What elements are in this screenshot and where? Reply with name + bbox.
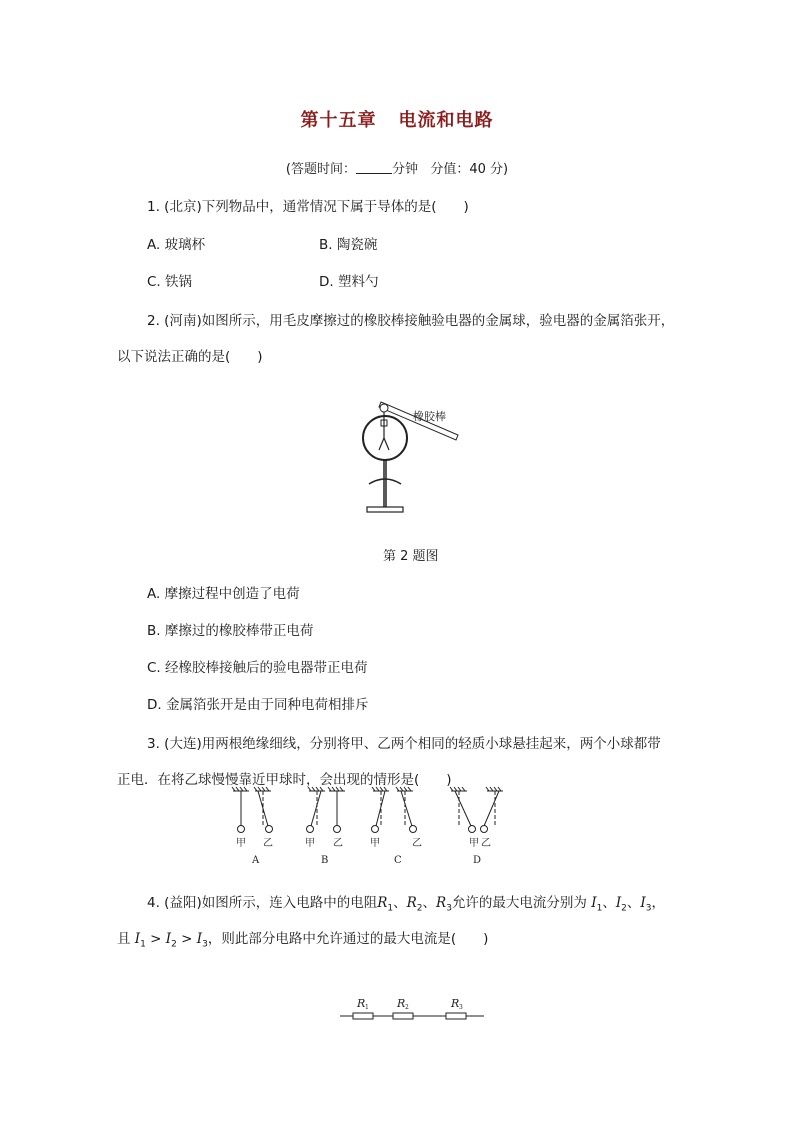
option-a-string-yi: [258, 791, 268, 826]
time-prefix: (答题时间：: [285, 162, 356, 177]
option-d-string-yi: [484, 791, 499, 826]
sep: 、: [602, 895, 616, 911]
r3-sub: 3: [446, 903, 452, 914]
time-blank: [356, 161, 392, 174]
i1-sub-2: 1: [140, 939, 146, 950]
rod-label: 橡胶棒: [413, 410, 446, 423]
r3-label: R: [451, 997, 460, 1010]
r3-symbol: R: [436, 895, 447, 911]
i2-sub-2: 2: [171, 939, 177, 950]
q4-line2-text-b: ，则此部分电路中允许通过的最大电流是( ): [207, 931, 489, 947]
option-c-letter: C: [394, 855, 402, 866]
q4-line1-text-b: 允许的最大电流分别为: [451, 895, 587, 911]
r1-symbol: R: [377, 895, 388, 911]
q2-stem-line2: 以下说法正确的是( ): [117, 349, 263, 365]
answer-meta: [0, 158, 794, 177]
q2-option-c: C. 经橡胶棒接触后的验电器带正电荷: [147, 660, 368, 676]
chapter-name: 电流和电路: [398, 110, 494, 131]
metal-ball: [380, 404, 388, 412]
q2-stem-line1: 2. (河南)如图所示，用毛皮摩擦过的橡胶棒接触验电器的金属球，验电器的金属箔张开，: [147, 313, 675, 329]
jar-outline: [363, 416, 407, 460]
option-c-ball-jia: [372, 826, 379, 833]
option-b-string-jia: [311, 791, 321, 826]
gt-1: >: [150, 931, 162, 947]
electroscope-figure: [355, 400, 465, 520]
q1-option-a: A. 玻璃杯: [147, 237, 206, 253]
option-d-letter: D: [473, 855, 482, 866]
r2-label-sub: 2: [405, 1004, 409, 1011]
gt-2: >: [181, 931, 193, 947]
metal-foil-left: [379, 438, 384, 450]
option-b-label-yi: 乙: [333, 838, 343, 849]
q4-stem-line1: [147, 891, 665, 914]
sep: 、: [626, 895, 641, 911]
option-a-label-jia: 甲: [236, 838, 246, 849]
r1-label-sub: 1: [365, 1004, 369, 1011]
option-d-label-jia: 甲: [469, 838, 479, 849]
option-d-string-jia: [455, 791, 471, 826]
option-c-ball-yi: [410, 826, 417, 833]
metal-foil-right: [384, 438, 389, 450]
option-d-ball-jia: [469, 826, 476, 833]
i2-sub: 2: [621, 903, 627, 914]
i2-symbol: I: [615, 895, 622, 911]
r2-symbol: R: [406, 895, 417, 911]
option-b-ball-jia: [307, 826, 314, 833]
r1-sub: 1: [387, 903, 394, 914]
q3-stem-line2: 正电．在将乙球慢慢靠近甲球时，会出现的情形是( ): [117, 772, 452, 788]
circuit-figure: [338, 994, 488, 1024]
option-b-letter: B: [321, 855, 329, 866]
comma: ，: [651, 895, 665, 911]
q1-option-d: D. 塑料勺: [319, 274, 379, 290]
q3-stem-line1: 3. (大连)用两根绝缘细线，分别将甲、乙两个相同的轻质小球悬挂起来，两个小球都带: [147, 736, 661, 752]
time-unit: 分钟: [391, 162, 418, 177]
q1-stem: 1. (北京)下列物品中，通常情况下属于导体的是( ): [147, 199, 469, 215]
option-a-ball-yi: [266, 826, 273, 833]
q2-option-d: D. 金属箔张开是由于同种电荷相排斥: [147, 697, 369, 713]
resistor-r3: [446, 1013, 466, 1019]
sep: 、: [393, 895, 407, 911]
chapter-number: 第十五章: [300, 110, 377, 131]
option-b-ball-yi: [334, 826, 341, 833]
score-text: 分值：40 分): [430, 162, 509, 177]
q1-option-b: B. 陶瓷碗: [319, 237, 378, 253]
option-a-label-yi: 乙: [263, 838, 273, 849]
i3-sub: 3: [645, 903, 652, 914]
i1-sub: 1: [596, 903, 603, 914]
option-c-label-yi: 乙: [412, 838, 422, 849]
option-c-string-jia: [376, 791, 385, 826]
r3-label-sub: 3: [459, 1004, 463, 1011]
q1-option-c: C. 铁锅: [147, 274, 193, 290]
option-d-ball-yi: [481, 826, 488, 833]
q3-options-figure: [225, 784, 525, 868]
r1-label: R: [357, 997, 366, 1010]
q2-caption: 第 2 题图: [383, 549, 439, 564]
i2-symbol-2: I: [165, 931, 172, 947]
resistor-r1: [353, 1013, 373, 1019]
i3-symbol: I: [640, 895, 646, 911]
q4-line2-text-a: 且: [117, 931, 131, 947]
option-b-label-jia: 甲: [305, 838, 315, 849]
i1-symbol-2: I: [134, 931, 141, 947]
option-c-label-jia: 甲: [370, 838, 380, 849]
r2-label: R: [397, 997, 406, 1010]
i3-symbol-2: I: [196, 931, 203, 947]
q4-stem-line2: [117, 927, 488, 950]
option-c-string-yi: [401, 791, 412, 826]
stand-base: [367, 507, 403, 512]
q2-option-a: A. 摩擦过程中创造了电荷: [147, 586, 300, 602]
option-a-ball-jia: [238, 826, 245, 833]
option-a-letter: A: [252, 855, 260, 866]
r2-sub: 2: [416, 903, 423, 914]
i1-symbol: I: [591, 895, 597, 911]
q4-line1-text-a: 4. (益阳)如图所示，连入电路中的电阻: [147, 895, 378, 911]
resistor-r2: [393, 1013, 413, 1019]
sep: 、: [422, 895, 437, 911]
q2-option-b: B. 摩擦过的橡胶棒带正电荷: [147, 623, 314, 639]
option-d-label-yi: 乙: [481, 838, 491, 849]
i3-sub-2: 3: [202, 939, 208, 950]
page-title: [0, 106, 794, 132]
